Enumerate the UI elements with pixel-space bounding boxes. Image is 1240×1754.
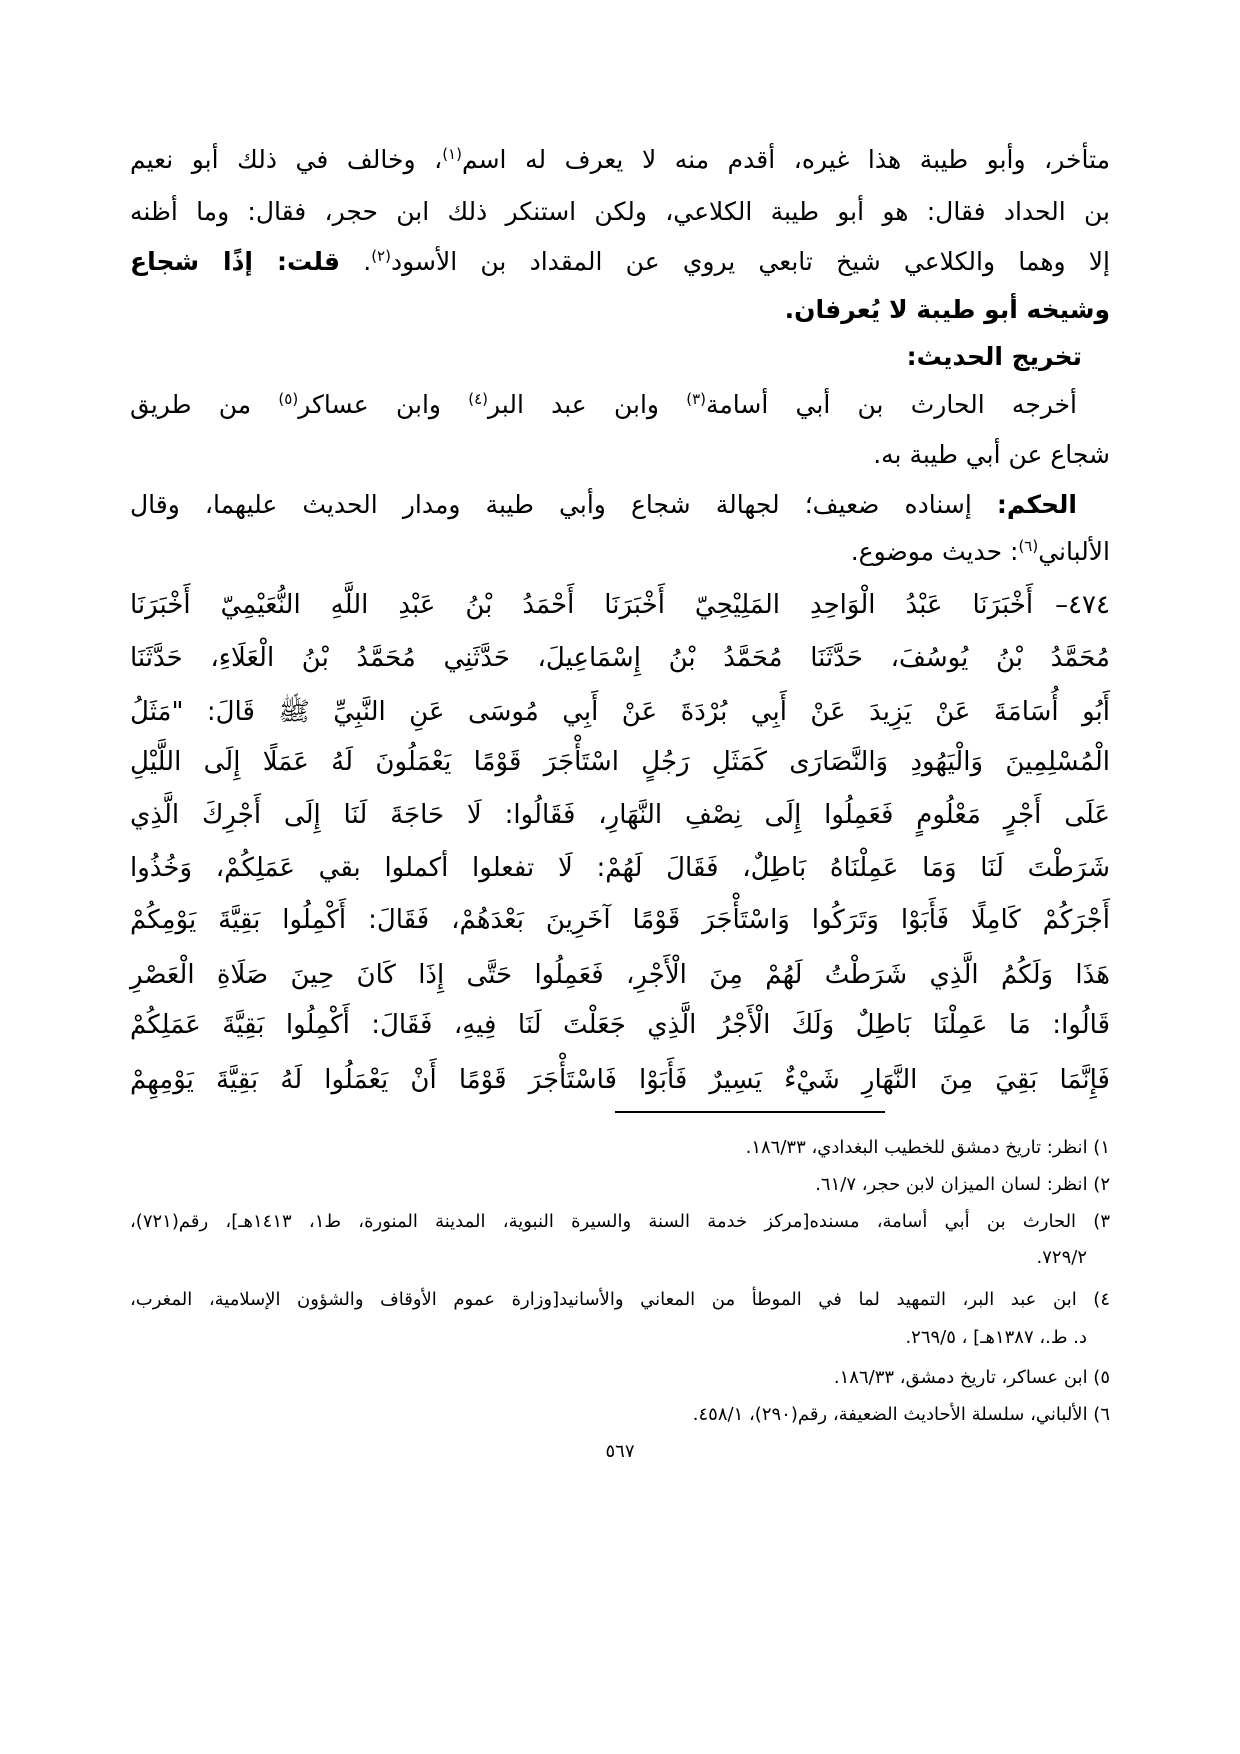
footnote-6 — [130, 1397, 1110, 1433]
hadith-text: عَلَى أَجْرٍ مَعْلُومٍ فَعَمِلُوا إِلَى نِصْفِ النَّهَارِ، فَقَالُوا: لَا حَاجَةَ لَنَا إِلَى أَجْرِكَ الَّذِي — [130, 800, 1110, 830]
text-run: ، وخالف في ذلك أبو نعيم — [130, 145, 443, 174]
footnote-ref-1: (١) — [442, 145, 462, 163]
hukm-line-1 — [130, 480, 1077, 530]
footnote-number: ٢) — [1093, 1174, 1110, 1195]
section-heading-takhrij — [130, 332, 1082, 382]
text-run: أخرجه الحارث بن أبي أسامة — [706, 390, 1077, 419]
hadith-text: شَرَطْتَ لَنَا وَمَا عَمِلْنَاهُ بَاطِلٌ، فَقَالَ لَهُمْ: لَا تفعلوا أكملوا بقي عَمَلِكُمْ، وَخُذُوا — [130, 853, 1110, 883]
hadith-line-8 — [130, 950, 1110, 1000]
footnote-4-continuation — [130, 1320, 1087, 1356]
footnote-number: ٥) — [1093, 1367, 1110, 1388]
footnote-5 — [130, 1360, 1110, 1396]
hadith-text: قَالُوا: مَا عَمِلْنَا بَاطِلٌ وَلَكَ الْأَجْرُ الَّذِي جَعَلْتَ لَنَا فِيهِ، فَقَالَ: أَكْمِلُوا بَقِيَّةَ عَمَلِكُمْ — [130, 1010, 1110, 1040]
text-run: . — [340, 247, 372, 276]
footnote-text: د. ط.، ١٣٨٧هـ] ، ٢٦٩/٥. — [905, 1327, 1087, 1348]
text-run: بن الحداد فقال: هو أبو طيبة الكلاعي، ولكن استنكر ذلك ابن حجر، فقال: وما أظنه — [130, 197, 1110, 226]
footnote-ref-4: (٤) — [468, 390, 488, 408]
text-run: : حديث موضوع. — [850, 537, 1019, 566]
hadith-text: أَجْرَكُمْ كَامِلًا فَأَبَوْا وَتَرَكُوا وَاسْتَأْجَرَ قَوْمًا آخَرِينَ بَعْدَهُمْ، فَقَالَ: أَكْمِلُوا بَقِيَّةَ يَوْمِكُمْ — [130, 905, 1110, 935]
hadith-line-5 — [130, 790, 1110, 840]
footnote-separator — [615, 1111, 885, 1113]
takhrij-line-2 — [130, 430, 1110, 480]
takhrij-line-1 — [130, 380, 1077, 430]
footnote-1 — [130, 1130, 1110, 1166]
footnote-ref-3: (٣) — [686, 390, 706, 408]
hadith-text: الْمُسْلِمِينَ وَالْيَهُودِ وَالنَّصَارَى كَمَثَلِ رَجُلٍ اسْتَأْجَرَ قَوْمًا يَعْمَلُونَ لَهُ عَمَلًا إِلَى اللَّيْلِ — [130, 747, 1110, 777]
footnote-number: ١) — [1093, 1137, 1110, 1158]
intro-line-2 — [130, 187, 1110, 237]
text-run: متأخر، وأبو طيبة هذا غيره، أقدم منه لا يعرف له اسم — [461, 145, 1110, 174]
hadith-line-3 — [130, 687, 1110, 737]
text-run: من طريق — [130, 390, 279, 419]
footnote-number: ٣) — [1093, 1211, 1110, 1232]
footnote-text: ٧٢٩/٢. — [1036, 1247, 1087, 1268]
hadith-text: أَبُو أُسَامَةَ عَنْ يَزِيدَ عَنْ أَبِي بُرْدَةَ عَنْ أَبِي مُوسَى عَنِ النَّبِيِّ ﷺ قَالَ: "مَثَلُ — [130, 697, 1110, 727]
footnote-text: الحارث بن أبي أسامة، مسنده[مركز خدمة السنة والسيرة النبوية، المدينة المنورة، ط١، ١٤١٣هـ]، رقم(٧٢١)، — [130, 1211, 1094, 1232]
text-run: إلا وهما والكلاعي شيخ تابعي يروي عن المقداد بن الأسود — [390, 247, 1110, 276]
hadith-text: مُحَمَّدُ بْنُ يُوسُفَ، حَدَّثَنَا مُحَمَّدُ بْنُ إِسْمَاعِيلَ، حَدَّثَنِي مُحَمَّدُ بْنُ الْعَلَاءِ، حَدَّثَنَا — [130, 643, 1110, 673]
footnote-3-continuation — [130, 1240, 1087, 1276]
footnote-3 — [130, 1204, 1110, 1240]
footnote-text: انظر: لسان الميزان لابن حجر، ٦١/٧. — [815, 1174, 1094, 1195]
bold-conclusion: قلت: إذًا شجاع — [130, 247, 341, 276]
footnote-ref-6: (٦) — [1018, 537, 1039, 555]
footnote-number: ٤) — [1093, 1289, 1110, 1310]
heading-text: تخريج الحديث: — [906, 342, 1082, 371]
hadith-line-7 — [130, 895, 1110, 945]
footnote-text: ابن عبد البر، التمهيد لما في الموطأ من المعاني والأسانيد[وزارة عموم الأوقاف والشؤون الإسلامية، المغرب، — [130, 1289, 1094, 1310]
text-run: الألباني — [1038, 537, 1110, 566]
intro-line-3 — [130, 237, 1110, 287]
hadith-line-9 — [130, 1000, 1110, 1050]
page-number: ٥٦٧ — [605, 1441, 635, 1462]
text-run: شجاع عن أبي طيبة به. — [873, 440, 1110, 469]
footnote-text: ابن عساكر، تاريخ دمشق، ١٨٦/٣٣. — [833, 1367, 1094, 1388]
hadith-text: أَخْبَرَنَا عَبْدُ الْوَاحِدِ المَلِيْحِيّ أَخْبَرَنَا أَحْمَدُ بْنُ عَبْدِ اللَّهِ النُّعَيْمِيّ أَخْبَرَنَا — [130, 590, 1034, 620]
hadith-text: هَذَا وَلَكُمُ الَّذِي شَرَطْتُ لَهُمْ مِنَ الْأَجْرِ، فَعَمِلُوا حَتَّى إِذَا كَانَ حِينَ صَلَاةِ الْعَصْرِ — [130, 960, 1110, 990]
hadith-number: ٤٧٤– — [1055, 590, 1110, 620]
text-run: وابن عبد البر — [488, 390, 687, 419]
hadith-line-1 — [130, 580, 1110, 630]
footnote-ref-2: (٢) — [371, 247, 391, 265]
hukm-label: الحكم: — [996, 490, 1077, 519]
footnote-text: الألباني، سلسلة الأحاديث الضعيفة، رقم(٢٩٠)، ٤٥٨/١. — [692, 1404, 1094, 1425]
intro-line-4 — [130, 285, 1110, 335]
hukm-line-2 — [130, 527, 1110, 577]
text-run: إسناده ضعيف؛ لجهالة شجاع وأبي طيبة ومدار الحديث عليهما، وقال — [130, 490, 997, 519]
text-run: وابن عساكر — [298, 390, 469, 419]
footnote-ref-5: (٥) — [278, 390, 299, 408]
hadith-text: فَإِنَّمَا بَقِيَ مِنَ النَّهَارِ شَيْءٌ يَسِيرٌ فَأَبَوْا فَاسْتَأْجَرَ قَوْمًا أَنْ يَعْمَلُوا لَهُ بَقِيَّةَ يَوْمِهِمْ — [130, 1065, 1110, 1095]
footnote-number: ٦) — [1093, 1404, 1110, 1425]
intro-line-1 — [130, 135, 1110, 185]
footnote-2 — [130, 1167, 1110, 1203]
hadith-line-6 — [130, 843, 1110, 893]
bold-conclusion: وشيخه أبو طيبة لا يُعرفان. — [784, 295, 1110, 324]
hadith-line-4 — [130, 737, 1110, 787]
footnote-4 — [130, 1282, 1110, 1318]
hadith-line-10 — [130, 1055, 1110, 1105]
footnote-text: انظر: تاريخ دمشق للخطيب البغدادي، ١٨٦/٣٣. — [745, 1137, 1094, 1158]
hadith-line-2 — [130, 633, 1110, 683]
